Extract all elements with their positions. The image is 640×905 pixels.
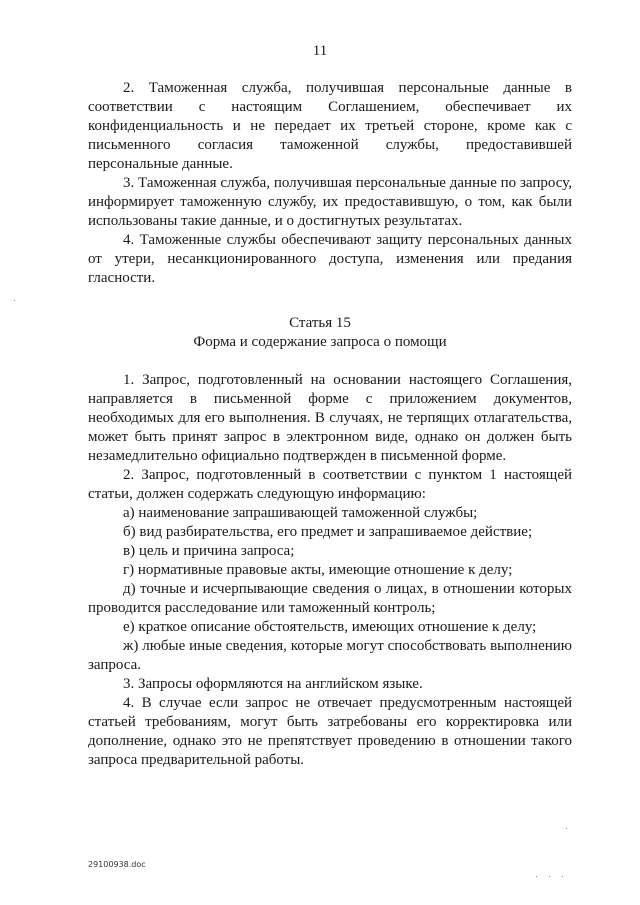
list-item-g: г) нормативные правовые акты, имеющие отношение к делу; — [123, 562, 513, 578]
list-item-a: а) наименование запрашивающей таможенной службы; — [123, 505, 478, 521]
paragraph-2: 2. Таможенная служба, получившая персональные данные в соответствии с настоящим Соглашением, обеспечивает их конфиденциальность и не передает их третьей стороне, кроме как с письменного согласия таможенной службы, предоставившей персональные данные. — [88, 80, 572, 172]
scan-artifact — [536, 876, 537, 877]
paragraph-request-3: 3. Запросы оформляются на английском языке. — [123, 676, 423, 692]
scan-artifact — [566, 828, 567, 829]
article-number: Статья 15 — [289, 315, 351, 331]
scan-artifact — [14, 300, 15, 301]
section-request-form — [88, 371, 572, 770]
list-item-b: б) вид разбирательства, его предмет и запрашиваемое действие; — [123, 524, 533, 540]
scan-artifact — [549, 876, 550, 877]
paragraph-request-1: 1. Запрос, подготовленный на основании настоящего Соглашения, направляется в письменной форме с приложением документов, необходимых для его выполнения. В случаях, не терпящих отлагательства, может быть принят запрос в электронном виде, однако он должен быть незамедлительно официально подтвержден в письменной форме. — [88, 372, 572, 464]
paragraph-4: 4. Таможенные службы обеспечивают защиту персональных данных от утери, несанкционированного доступа, изменения или предания гласности. — [88, 232, 572, 286]
paragraph-request-2: 2. Запрос, подготовленный в соответствии с пунктом 1 настоящей статьи, должен содержать следующую информацию: — [88, 467, 572, 502]
paragraph-3: 3. Таможенная служба, получившая персональные данные по запросу, информирует таможенную службу, их предоставившую, о том, как были использованы такие данные, и о достигнутых результатах. — [88, 175, 572, 229]
document-code: 29100938.doc — [88, 860, 146, 869]
section-personal-data — [88, 79, 572, 288]
list-item-d: д) точные и исчерпывающие сведения о лицах, в отношении которых проводится расследование или таможенный контроль; — [88, 581, 572, 616]
scan-artifact — [562, 876, 563, 877]
list-item-zh: ж) любые иные сведения, которые могут способствовать выполнению запроса. — [88, 638, 572, 673]
paragraph-request-4: 4. В случае если запрос не отвечает предусмотренным настоящей статьей требованиям, могут быть затребованы его корректировка или дополнение, однако это не препятствует проведению в отношении такого запроса предварительной работы. — [88, 695, 572, 768]
article-title: Форма и содержание запроса о помощи — [193, 334, 447, 350]
page-number: 11 — [312, 43, 328, 59]
list-item-e: е) краткое описание обстоятельств, имеющих отношение к делу; — [123, 619, 537, 635]
list-item-v: в) цель и причина запроса; — [123, 543, 295, 559]
